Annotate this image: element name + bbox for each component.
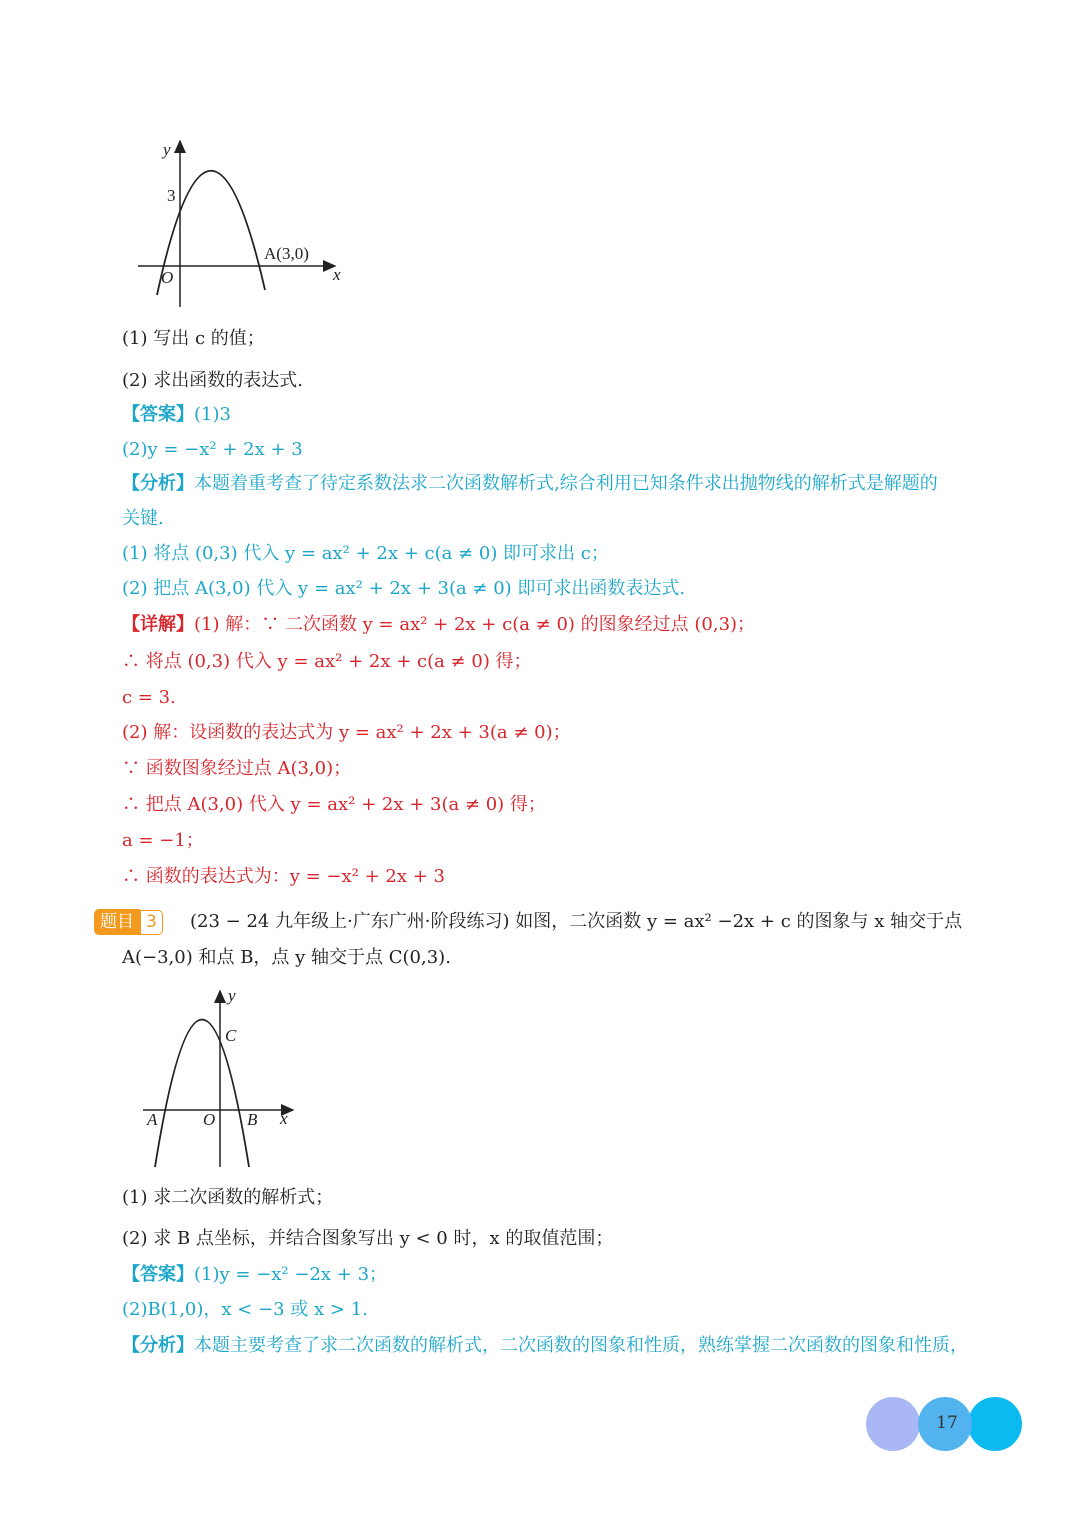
parabola-graph-2 <box>135 985 305 1170</box>
question-tag <box>94 909 163 935</box>
detail-text-6: ∴ 把点 A(3,0) 代入 y = ax² + 2x + 3(a ≠ 0) 得； <box>122 794 546 815</box>
question-tag-label: 题目 <box>94 909 140 935</box>
origin-label: O <box>161 268 174 287</box>
origin-label: O <box>203 1110 216 1129</box>
q3-part1: (1) 求二次函数的解析式； <box>122 1187 334 1208</box>
detail-text-8: ∴ 函数的表达式为：y = −x² + 2x + 3 <box>122 866 445 887</box>
point-b-label: B <box>247 1110 258 1129</box>
page-circle-left <box>866 1397 920 1451</box>
detail-row <box>122 613 755 637</box>
analysis-tag: 【分析】 <box>122 1335 194 1356</box>
detail-tag: 【详解】 <box>122 614 194 635</box>
q3-answer-2: (2)B(1,0)，x < −3 或 x > 1. <box>122 1299 368 1320</box>
analysis-text-2: 关键. <box>122 508 164 529</box>
detail-text-4: (2) 解：设函数的表达式为 y = ax² + 2x + 3(a ≠ 0)； <box>122 722 571 743</box>
answer-tag: 【答案】 <box>122 1264 194 1285</box>
detail-text-7: a = −1； <box>122 830 204 851</box>
x-axis-label: x <box>280 1109 288 1128</box>
point-c-label: C <box>225 1026 237 1045</box>
y-axis-label: y <box>163 140 171 159</box>
q3-stem-2: A(−3,0) 和点 B，点 y 轴交于点 C(0,3). <box>122 947 451 968</box>
q3-part2: (2) 求 B 点坐标，并结合图象写出 y < 0 时，x 的取值范围； <box>122 1228 614 1249</box>
detail-text-3: c = 3. <box>122 687 176 708</box>
analysis-text: 本题着重考查了待定系数法求二次函数解析式,综合利用已知条件求出抛物线的解析式是解题的 <box>194 473 938 494</box>
q2-part2: (2) 求出函数的表达式. <box>122 370 303 391</box>
analysis-tag: 【分析】 <box>122 473 194 494</box>
parabola-graph-1 <box>130 135 360 310</box>
answer-tag: 【答案】 <box>122 404 194 425</box>
detail-text-2: ∴ 将点 (0,3) 代入 y = ax² + 2x + c(a ≠ 0) 得； <box>122 651 532 672</box>
analysis-row <box>122 472 938 496</box>
x-axis-label: x <box>333 265 341 284</box>
q2-part1: (1) 写出 c 的值； <box>122 328 265 349</box>
detail-text-5: ∵ 函数图象经过点 A(3,0)； <box>122 758 352 779</box>
answer-1: (1)y = −x² −2x + 3； <box>194 1264 388 1285</box>
y-axis-label: y <box>228 986 236 1005</box>
y-intercept-label: 3 <box>167 186 176 205</box>
detail-text-1: (1) 解：∵ 二次函数 y = ax² + 2x + c(a ≠ 0) 的图象经过点 (0,3)； <box>194 614 756 635</box>
q3-answer-row-1 <box>122 1263 387 1287</box>
point-a-label: A <box>147 1110 158 1129</box>
q3-stem-1: (23 − 24 九年级上·广东广州·阶段练习) 如图，二次函数 y = ax² −2x + c 的图象与 x 轴交于点 <box>190 911 963 932</box>
page-number: 17 <box>936 1413 958 1433</box>
question-tag-number: 3 <box>140 910 163 935</box>
answer-row-1 <box>122 403 231 427</box>
analysis-step-2: (2) 把点 A(3,0) 代入 y = ax² + 2x + 3(a ≠ 0) 即可求出函数表达式. <box>122 578 686 599</box>
answer-1: (1)3 <box>194 404 231 425</box>
page-circle-right <box>968 1397 1022 1451</box>
answer-2: (2)y = −x² + 2x + 3 <box>122 439 303 460</box>
q3-analysis-row <box>122 1334 968 1358</box>
point-a-label: A(3,0) <box>264 244 309 263</box>
analysis-step-1: (1) 将点 (0,3) 代入 y = ax² + 2x + c(a ≠ 0) 即可求出 c； <box>122 543 609 564</box>
analysis-text: 本题主要考查了求二次函数的解析式，二次函数的图象和性质，熟练掌握二次函数的图象和性质， <box>194 1335 968 1356</box>
